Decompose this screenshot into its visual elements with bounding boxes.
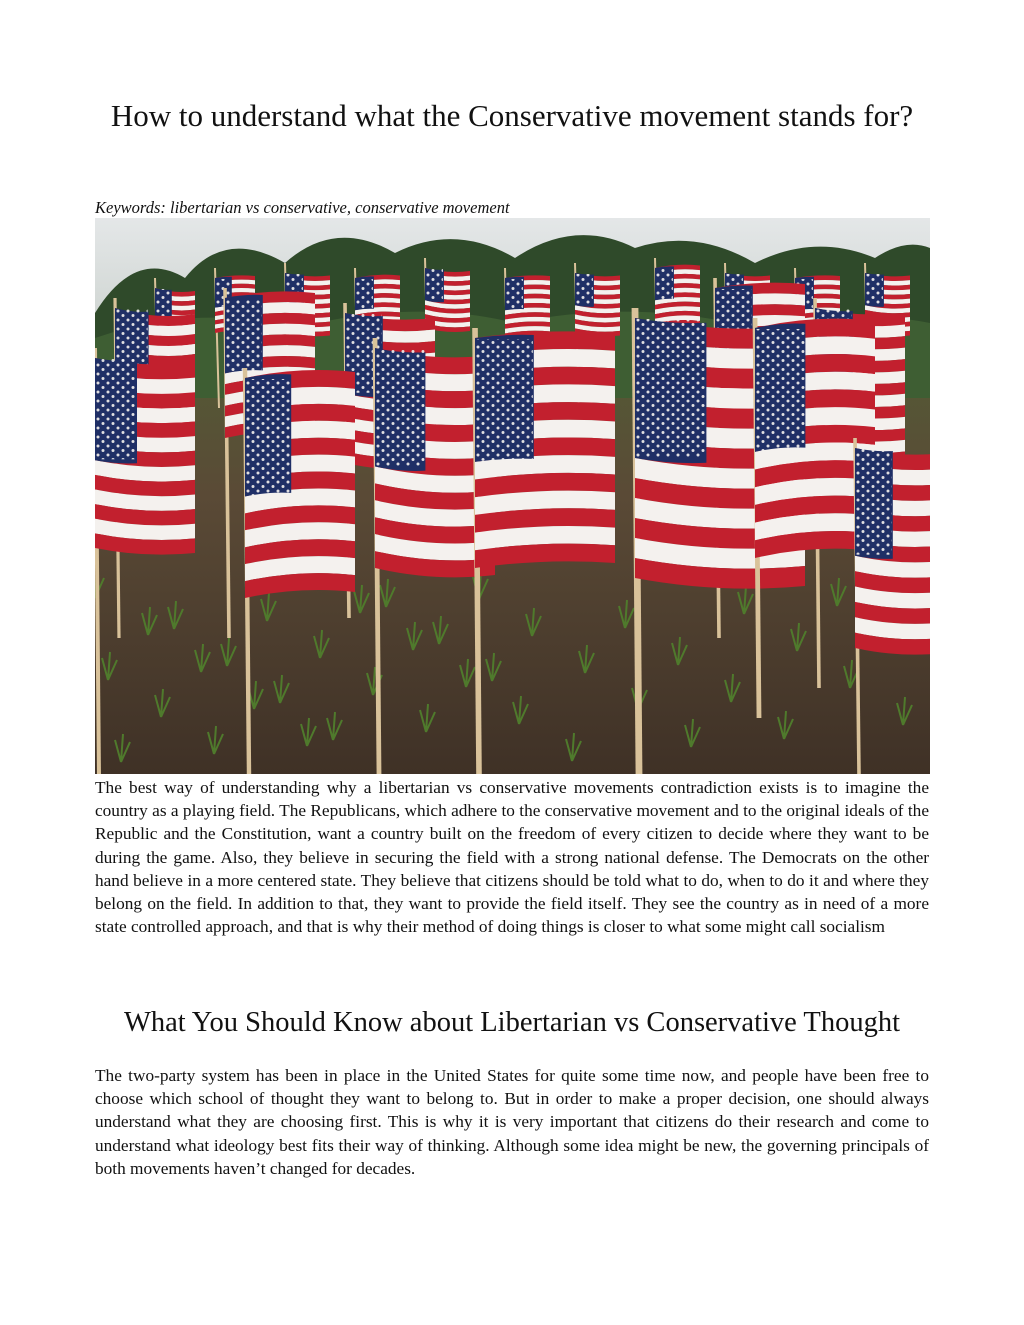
- flags-photo: [95, 218, 930, 774]
- paragraph-intro: The best way of understanding why a libertarian vs conservative movements contradiction exists is to imagine the country as a playing field. The Republicans, which adhere to the conservative movement and to the original ideals of the Republic and the Constitution, want a country built on the freedom of every citizen to decide where they want to be during the game. Also, they believe in securing the field with a strong national defense. The Democrats on the other hand believe in a more centered state. They believe that citizens should be told what to do, when to do it and where they belong on the field. In addition to that, they want to provide the field itself. They see the country as in need of a more state controlled approach, and that is why their method of doing things is closer to what some might call socialism: [95, 778, 929, 937]
- keywords-line: Keywords: libertarian vs conservative, conservative movement: [95, 198, 510, 217]
- page-title: How to understand what the Conservative movement stands for?: [110, 98, 914, 133]
- section-heading: What You Should Know about Libertarian vs Conservative Thought: [123, 1007, 900, 1038]
- flags-image: [95, 218, 930, 774]
- paragraph-two-party: The two-party system has been in place in the United States for quite some time now, and people have been free to choose which school of thought they want to belong to. But in order to make a proper decision, one should always understand what they are choosing first. This is why it is very important that citizens do their research and come to understand what ideology best fits their way of thinking. Although some idea might be new, the governing principals of both movements haven’t changed for decades.: [95, 1066, 929, 1178]
